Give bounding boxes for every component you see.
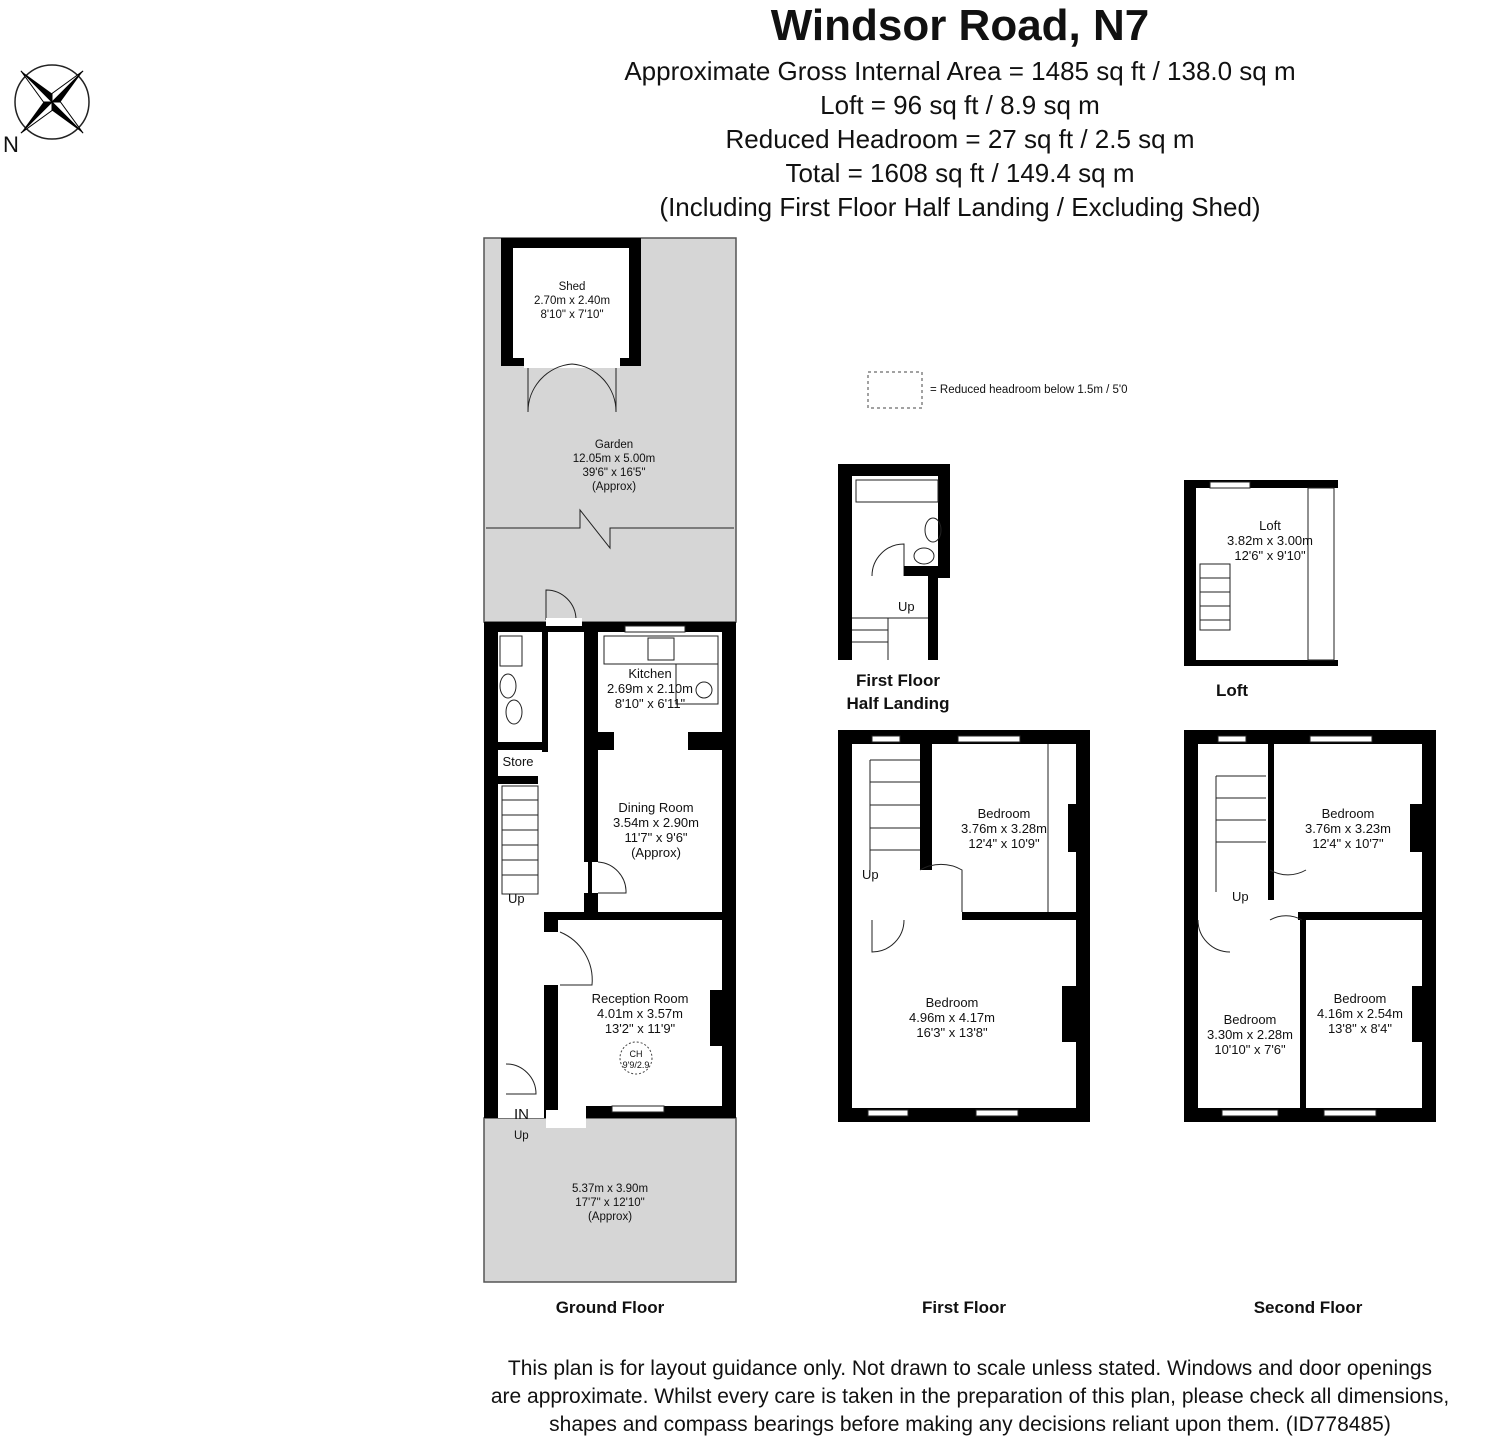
area-line-2: Loft = 96 sq ft / 8.9 sq m — [820, 90, 1100, 120]
garden-dims-metric: 12.05m x 5.00m — [572, 453, 656, 465]
f1-bedroom-back-imperial: 12'4" x 10'9" — [968, 836, 1040, 851]
f1-bedroom-back-label: Bedroom — [977, 806, 1031, 821]
plan-title: Windsor Road, N7 — [770, 1, 1150, 50]
dining-label: Dining Room — [618, 800, 694, 815]
disclaimer-line-1: This plan is for layout guidance only. Not drawn to scale unless stated. Windows and door openings — [507, 1357, 1433, 1380]
shed-label: Shed — [558, 281, 586, 293]
front-dims-imperial: 17'7" x 12'10" — [575, 1197, 645, 1209]
garden-dims-imperial: 39'6" x 16'5" — [582, 467, 646, 479]
store-label: Store — [502, 754, 534, 769]
f2-bedroom-front-left-label: Bedroom — [1223, 1012, 1277, 1027]
first-floor-plan — [838, 730, 1090, 1122]
f2-bedroom-front-left-metric: 3.30m x 2.28m — [1207, 1027, 1293, 1042]
ch-label: CH — [629, 1049, 643, 1059]
half-landing-label-line-1: First Floor — [855, 671, 941, 690]
loft-label: Loft — [1259, 518, 1281, 533]
half-landing-plan — [838, 464, 950, 660]
f2-bedroom-back-label: Bedroom — [1321, 806, 1375, 821]
in-marker: IN — [514, 1106, 529, 1123]
f2-bedroom-front-right-metric: 4.16m x 2.54m — [1317, 1006, 1403, 1021]
f2-bedroom-front-left-imperial: 10'10" x 7'6" — [1214, 1042, 1286, 1057]
front-approx: (Approx) — [587, 1211, 633, 1223]
second-floor-plan — [1184, 730, 1436, 1122]
loft-floor-label: Loft — [1215, 681, 1249, 700]
reception-dims-imperial: 13'2" x 11'9" — [604, 1021, 676, 1036]
kitchen-dims-metric: 2.69m x 2.10m — [607, 681, 693, 696]
area-line-5: (Including First Floor Half Landing / Excluding Shed) — [659, 192, 1261, 222]
half-landing-label-line-2: Half Landing — [846, 694, 950, 713]
area-line-4: Total = 1608 sq ft / 149.4 sq m — [785, 158, 1135, 188]
up-marker-ground-stairs: Up — [508, 891, 525, 906]
up-marker-second-floor: Up — [1232, 889, 1249, 904]
compass-north-label: N — [3, 132, 19, 157]
loft-plan — [1184, 480, 1338, 666]
first-floor-label: First Floor — [921, 1298, 1007, 1317]
reception-label: Reception Room — [591, 991, 689, 1006]
f1-bedroom-front-label: Bedroom — [925, 995, 979, 1010]
f2-bedroom-front-right-label: Bedroom — [1333, 991, 1387, 1006]
second-floor-label: Second Floor — [1253, 1298, 1363, 1317]
reception-dims-metric: 4.01m x 3.57m — [597, 1006, 683, 1021]
kitchen-label: Kitchen — [628, 666, 672, 681]
front-dims-metric: 5.37m x 3.90m — [571, 1183, 649, 1195]
loft-dims-metric: 3.82m x 3.00m — [1227, 533, 1313, 548]
kitchen-dims-imperial: 8'10" x 6'11" — [614, 696, 686, 711]
f1-bedroom-back-metric: 3.76m x 3.28m — [961, 821, 1047, 836]
f2-bedroom-back-metric: 3.76m x 3.23m — [1305, 821, 1391, 836]
f2-bedroom-front-right-imperial: 13'8" x 8'4" — [1327, 1021, 1393, 1036]
garden-approx: (Approx) — [591, 481, 637, 493]
loft-dims-imperial: 12'6" x 9'10" — [1234, 548, 1306, 563]
f2-bedroom-back-imperial: 12'4" x 10'7" — [1312, 836, 1384, 851]
dining-approx: (Approx) — [631, 845, 681, 860]
reduced-headroom-swatch — [868, 372, 922, 408]
ch-height: 9'9/2.9 — [622, 1060, 650, 1070]
shed-dims-imperial: 8'10" x 7'10" — [540, 309, 604, 321]
f1-bedroom-front-imperial: 16'3" x 13'8" — [916, 1025, 988, 1040]
f1-bedroom-front-metric: 4.96m x 4.17m — [909, 1010, 995, 1025]
up-marker-half-landing: Up — [898, 599, 915, 614]
area-line-1: Approximate Gross Internal Area = 1485 sq ft / 138.0 sq m — [624, 56, 1296, 86]
shed-dims-metric: 2.70m x 2.40m — [533, 295, 611, 307]
up-marker-front-step: Up — [514, 1130, 529, 1142]
reduced-headroom-legend: = Reduced headroom below 1.5m / 5'0 — [930, 384, 1128, 396]
up-marker-first-floor: Up — [862, 867, 879, 882]
dining-dims-metric: 3.54m x 2.90m — [613, 815, 699, 830]
garden-label: Garden — [594, 439, 634, 451]
disclaimer-line-3: shapes and compass bearings before making any decisions reliant upon them. (ID778485) — [549, 1413, 1391, 1436]
area-line-3: Reduced Headroom = 27 sq ft / 2.5 sq m — [725, 124, 1195, 154]
disclaimer-line-2: are approximate. Whilst every care is taken in the preparation of this plan, please check all dimensions, — [490, 1385, 1450, 1408]
dining-dims-imperial: 11'7" x 9'6" — [624, 830, 688, 845]
ground-floor-label: Ground Floor — [555, 1298, 665, 1317]
